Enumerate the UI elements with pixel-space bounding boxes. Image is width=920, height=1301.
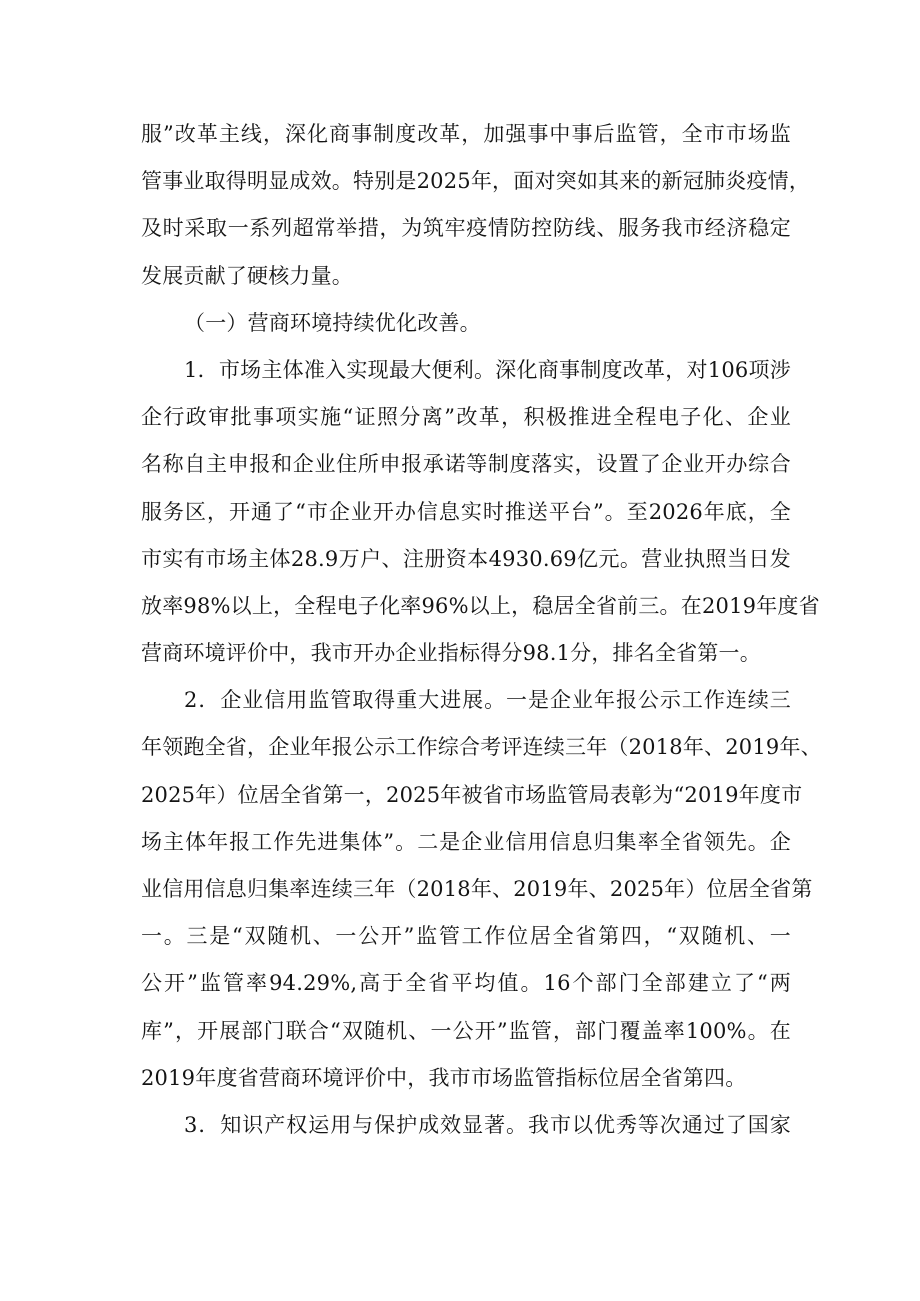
text-line-19: 公开”监管率94.29%,高于全省平均值。16个部门全部建立了“两 <box>141 971 791 996</box>
text-line-18: 一。三是“双随机、一公开”监管工作位居全省第四，“双随机、一 <box>141 924 791 949</box>
text-line-4: 发展贡献了硬核力量。 <box>141 263 353 288</box>
text-line-9: 服务区，开通了“市企业开办信息实时推送平台”。至2026年底，全 <box>141 499 791 524</box>
paragraph-2-start: 2．企业信用监管取得重大进展。一是企业年报公示工作连续三 <box>184 688 791 713</box>
section-heading: （一）营商环境持续优化改善。 <box>184 310 481 335</box>
text-line-20: 库”，开展部门联合“双随机、一公开”监管，部门覆盖率100%。在 <box>141 1018 791 1043</box>
text-line-12: 营商环境评价中，我市开办企业指标得分98.1分，排名全省第一。 <box>141 641 761 666</box>
text-line-2: 管事业取得明显成效。特别是2025年，面对突如其来的新冠肺炎疫情， <box>141 169 811 194</box>
text-line-7: 企行政审批事项实施“证照分离”改革，积极推进全程电子化、企业 <box>141 405 791 430</box>
body-text <box>141 111 822 1149</box>
text-line-21: 2019年度省营商环境评价中，我市市场监管指标位居全省第四。 <box>141 1065 747 1090</box>
text-line-10: 市实有市场主体28.9万户、注册资本4930.69亿元。营业执照当日发 <box>141 546 791 571</box>
paragraph-1-start: 1．市场主体准入实现最大便利。深化商事制度改革，对106项涉 <box>184 357 791 382</box>
text-line-14: 年领跑全省，企业年报公示工作综合考评连续三年（2018年、2019年、 <box>141 735 822 760</box>
text-line-16: 场主体年报工作先进集体”。二是企业信用信息归集率全省领先。企 <box>141 829 791 854</box>
text-line-8: 名称自主申报和企业住所申报承诺等制度落实，设置了企业开办综合 <box>141 452 791 477</box>
text-line-11: 放率98%以上，全程电子化率96%以上，稳居全省前三。在2019年度省 <box>141 593 820 618</box>
text-line-17: 业信用信息归集率连续三年（2018年、2019年、2025年）位居全省第 <box>141 877 813 901</box>
text-line-3: 及时采取一系列超常举措，为筑牢疫情防控防线、服务我市经济稳定 <box>141 216 791 241</box>
paragraph-3-start: 3．知识产权运用与保护成效显著。我市以优秀等次通过了国家 <box>184 1112 791 1137</box>
text-line-1: 服”改革主线，深化商事制度改革，加强事中事后监管，全市市场监 <box>141 122 791 146</box>
text-line-15: 2025年）位居全省第一，2025年被省市场监管局表彰为“2019年度市 <box>141 782 803 807</box>
